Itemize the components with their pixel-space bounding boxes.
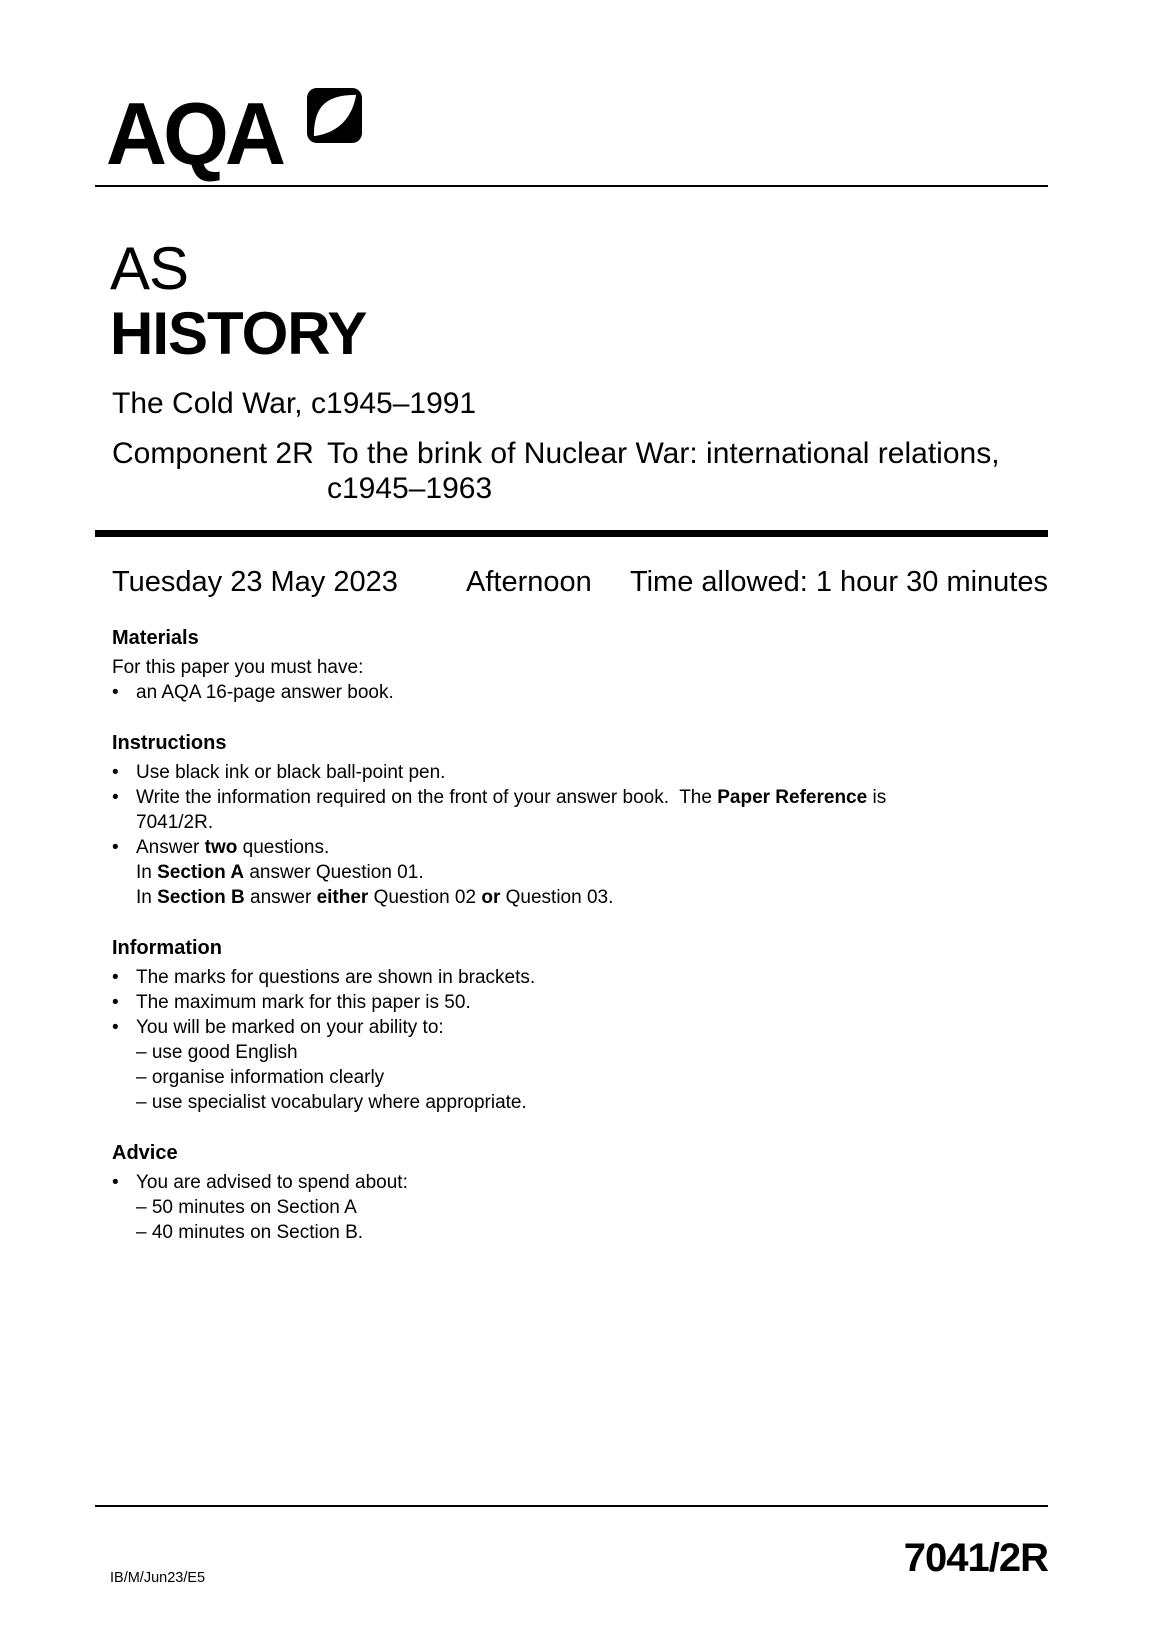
exam-date: Tuesday 23 May 2023 <box>112 566 398 598</box>
line-text <box>136 1195 357 1220</box>
bold-text: Paper Reference <box>717 787 868 808</box>
text: For this paper you must have: <box>112 657 364 678</box>
bullet-line <box>112 680 1018 705</box>
line-text <box>136 810 213 835</box>
line-text <box>136 835 329 860</box>
title-divider-thick <box>95 530 1048 537</box>
line-text <box>136 990 471 1015</box>
text: – 50 minutes on Section A <box>136 1197 357 1218</box>
section-heading: Information <box>112 937 222 959</box>
indent-spacer <box>112 1090 136 1115</box>
bullet-marker: • <box>112 967 119 988</box>
exam-section-information <box>112 936 1018 1115</box>
line-text <box>136 1065 384 1090</box>
section-line <box>112 655 1018 680</box>
bullet-line <box>112 835 1018 860</box>
publication-code: IB/M/Jun23/E5 <box>110 1570 206 1586</box>
text: – use good English <box>136 1042 298 1063</box>
section-line <box>112 1090 1018 1115</box>
line-text <box>136 1220 363 1245</box>
indent-spacer <box>112 860 136 885</box>
line-text <box>136 680 394 705</box>
line-text <box>136 760 445 785</box>
component-row <box>112 436 1000 506</box>
line-text <box>136 885 613 910</box>
section-line <box>112 860 1018 885</box>
exam-section-advice <box>112 1141 1018 1245</box>
bullet-marker: • <box>112 762 119 783</box>
line-text <box>136 860 424 885</box>
front-cover-sections <box>112 626 1018 1271</box>
bold-text: or <box>481 887 501 908</box>
indent-spacer <box>112 810 136 835</box>
bold-text: either <box>316 887 369 908</box>
text: Answer <box>136 837 205 858</box>
line-text <box>136 965 535 990</box>
section-line <box>112 1065 1018 1090</box>
bullet-line <box>112 1170 1018 1195</box>
line-text <box>136 1170 408 1195</box>
bullet-marker: • <box>112 1017 119 1038</box>
course-title: The Cold War, c1945–1991 <box>112 387 477 420</box>
component-label: Component 2R <box>112 437 314 470</box>
text: In <box>136 887 158 908</box>
text: Question 02 <box>368 887 482 908</box>
text: – organise information clearly <box>136 1067 385 1088</box>
bullet-line <box>112 1015 1018 1040</box>
text: answer <box>244 887 317 908</box>
bullet-marker: • <box>112 837 119 858</box>
section-line <box>112 885 1018 910</box>
text: 7041/2R. <box>136 812 214 833</box>
aqa-logo-text: AQA <box>106 84 283 183</box>
section-heading: Materials <box>112 627 199 649</box>
line-text <box>136 1040 298 1065</box>
exam-section-instructions <box>112 731 1018 910</box>
bullet-line <box>112 990 1018 1015</box>
course-block <box>112 386 1000 506</box>
component-title-line2: c1945–1963 <box>327 472 493 505</box>
bullet-marker: • <box>112 1172 119 1193</box>
indent-spacer <box>112 1065 136 1090</box>
component-title-line1: To the brink of Nuclear War: international relations, <box>327 437 1000 470</box>
exam-session: Afternoon <box>466 566 592 598</box>
bold-text: two <box>204 837 238 858</box>
component-title <box>327 436 1000 506</box>
section-heading: Instructions <box>112 732 227 754</box>
text: Question 03. <box>500 887 614 908</box>
text: The maximum mark for this paper is 50. <box>136 992 471 1013</box>
aqa-logo <box>106 84 290 183</box>
bold-text: Section A <box>157 862 245 883</box>
footer-divider <box>95 1505 1048 1507</box>
line-text <box>112 655 363 680</box>
text: Write the information required on the front of your answer book. The <box>136 787 718 808</box>
text: – use specialist vocabulary where appropriate. <box>136 1092 527 1113</box>
paper-reference-code: 7041/2R <box>903 1536 1048 1580</box>
section-line <box>112 1220 1018 1245</box>
text: The marks for questions are shown in brackets. <box>136 967 536 988</box>
text: In <box>136 862 158 883</box>
text: answer Question 01. <box>244 862 424 883</box>
indent-spacer <box>112 1195 136 1220</box>
bullet-line <box>112 965 1018 990</box>
indent-spacer <box>112 1040 136 1065</box>
bullet-line <box>112 760 1018 785</box>
indent-spacer <box>112 1220 136 1245</box>
line-text <box>136 1015 444 1040</box>
line-text <box>136 1090 527 1115</box>
header-divider <box>95 185 1048 187</box>
page-title <box>110 236 366 366</box>
text: questions. <box>237 837 330 858</box>
bullet-marker: • <box>112 682 119 703</box>
section-line <box>112 1040 1018 1065</box>
qualification-level: AS <box>110 235 189 302</box>
text: Use black ink or black ball-point pen. <box>136 762 446 783</box>
text: You are advised to spend about: <box>136 1172 408 1193</box>
bullet-marker: • <box>112 992 119 1013</box>
line-text <box>136 785 886 810</box>
section-line <box>112 810 1018 835</box>
text: an AQA 16-page answer book. <box>136 682 394 703</box>
time-allowed: Time allowed: 1 hour 30 minutes <box>629 566 1048 598</box>
text: You will be marked on your ability to: <box>136 1017 444 1038</box>
exam-section-materials <box>112 626 1018 705</box>
aqa-leaf-icon <box>307 88 362 148</box>
text: – 40 minutes on Section B. <box>136 1222 364 1243</box>
text: is <box>867 787 887 808</box>
session-row <box>112 566 1048 598</box>
bullet-line <box>112 785 1018 810</box>
indent-spacer <box>112 885 136 910</box>
bullet-marker: • <box>112 787 119 808</box>
section-heading: Advice <box>112 1142 178 1164</box>
bold-text: Section B <box>157 887 245 908</box>
section-line <box>112 1195 1018 1220</box>
subject-title: HISTORY <box>110 300 367 367</box>
